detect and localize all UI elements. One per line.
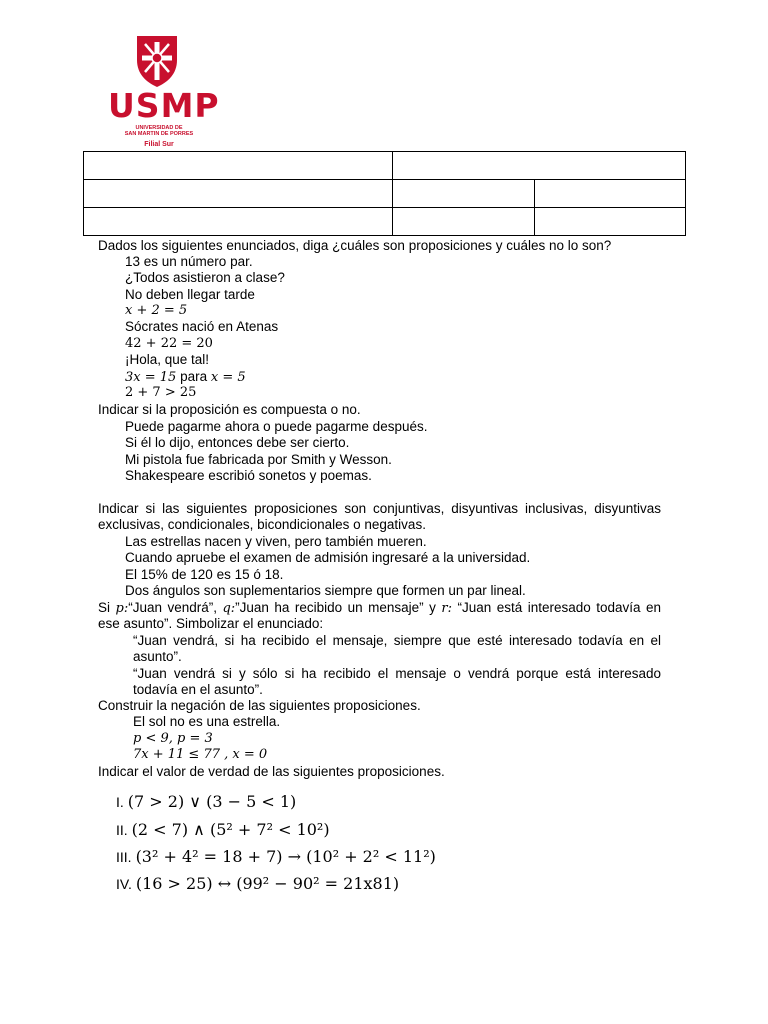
list-item: Si él lo dijo, entonces debe ser cierto. bbox=[125, 435, 350, 450]
section-1-instruction: Dados los siguientes enunciados, diga ¿cuáles son proposiciones y cuáles no lo son? bbox=[98, 238, 612, 253]
list-item: ¿Todos asistieron a clase? bbox=[125, 270, 285, 285]
header-cell bbox=[84, 152, 393, 180]
list-item: 2 + 7 > 25 bbox=[125, 385, 197, 400]
list-item: Dos ángulos son suplementarios siempre que formen un par lineal. bbox=[125, 583, 526, 598]
header-cell bbox=[84, 180, 393, 208]
list-item: 3x = 15 para x = 5 bbox=[125, 369, 246, 385]
list-item: Las estrellas nacen y viven, pero también mueren. bbox=[125, 534, 427, 549]
truth-expression-1: I. (7 > 2) ∨ (3 − 5 < 1) bbox=[116, 792, 297, 811]
section-6-instruction: Indicar el valor de verdad de las siguientes proposiciones. bbox=[98, 764, 445, 779]
header-table bbox=[83, 151, 686, 236]
section-4-instruction-cont: ese asunto”. Simbolizar el enunciado: bbox=[98, 616, 324, 631]
list-item: 42 + 22 = 20 bbox=[125, 336, 213, 351]
section-3-instruction-cont: exclusivas, condicionales, bicondicionales o negativas. bbox=[98, 517, 426, 532]
list-item: 7x + 11 ≤ 77 , x = 0 bbox=[133, 747, 268, 762]
truth-expression-2: II. (2 < 7) ∧ (5² + 7² < 10²) bbox=[116, 820, 330, 839]
logo-wordmark: USMP bbox=[108, 86, 220, 125]
section-4-instruction: Si p:“Juan vendrá”, q:”Juan ha recibido un mensaje” y r: “Juan está interesado todavía en bbox=[98, 600, 661, 616]
list-item: 13 es un número par. bbox=[125, 254, 253, 269]
truth-expression-3: III. (3² + 4² = 18 + 7) → (10² + 2² < 11²) bbox=[116, 847, 436, 866]
header-cell bbox=[84, 208, 393, 236]
header-cell bbox=[535, 180, 686, 208]
header-cell bbox=[535, 208, 686, 236]
header-cell bbox=[393, 152, 686, 180]
list-item: Sócrates nació en Atenas bbox=[125, 319, 279, 334]
list-item: x + 2 = 5 bbox=[125, 303, 188, 318]
list-item: “Juan vendrá si y sólo si ha recibido el mensaje o vendrá porque está interesado bbox=[133, 666, 661, 681]
list-item-cont: asunto”. bbox=[133, 649, 182, 664]
list-item: Puede pagarme ahora o puede pagarme después. bbox=[125, 419, 428, 434]
list-item: No deben llegar tarde bbox=[125, 287, 255, 302]
section-3-instruction: Indicar si las siguientes proposiciones son conjuntivas, disyuntivas inclusivas, disyuntivas bbox=[98, 501, 661, 516]
shield-icon bbox=[132, 32, 182, 90]
list-item: “Juan vendrá, si ha recibido el mensaje, siempre que esté interesado todavía en el bbox=[133, 633, 661, 648]
logo-filial: Filial Sur bbox=[144, 141, 174, 148]
usmp-logo bbox=[108, 22, 220, 148]
list-item: Shakespeare escribió sonetos y poemas. bbox=[125, 468, 372, 483]
list-item: p < 9, p = 3 bbox=[133, 731, 213, 746]
list-item: Cuando apruebe el examen de admisión ingresaré a la universidad. bbox=[125, 550, 531, 565]
logo-subtitle: UNIVERSIDAD DE SAN MARTIN DE PORRES bbox=[124, 125, 194, 137]
list-item-cont: todavía en el asunto”. bbox=[133, 682, 263, 697]
section-5-instruction: Construir la negación de las siguientes proposiciones. bbox=[98, 698, 421, 713]
section-2-instruction: Indicar si la proposición es compuesta o no. bbox=[98, 402, 361, 417]
list-item: El 15% de 120 es 15 ó 18. bbox=[125, 567, 284, 582]
list-item: Mi pistola fue fabricada por Smith y Wesson. bbox=[125, 452, 392, 467]
header-cell bbox=[393, 180, 535, 208]
truth-expression-4: IV. (16 > 25) ↔ (99² − 90² = 21x81) bbox=[116, 874, 400, 893]
list-item: ¡Hola, que tal! bbox=[125, 352, 210, 367]
header-cell bbox=[393, 208, 535, 236]
list-item: El sol no es una estrella. bbox=[133, 714, 281, 729]
